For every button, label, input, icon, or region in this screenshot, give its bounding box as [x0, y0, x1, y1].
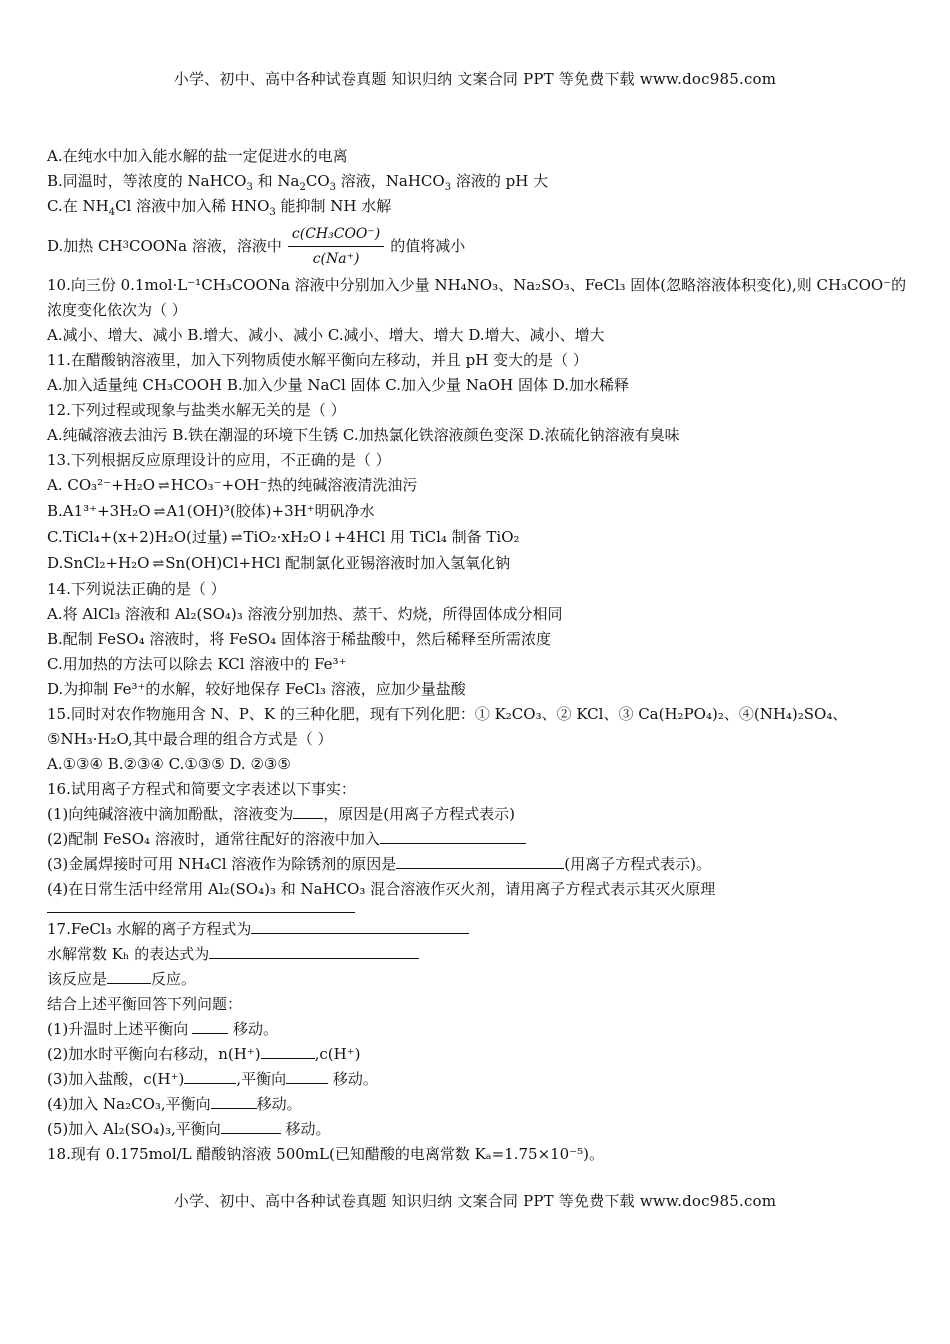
equilibrium-arrow-icon: ⇌ — [230, 530, 241, 546]
page-footer: 小学、初中、高中各种试卷真题 知识归纳 文案合同 PPT 等免费下载 www.doc985.com — [173, 1192, 777, 1210]
q13-option-a: A. CO₃²⁻+H₂O ⇌ HCO₃⁻+OH⁻热的纯碱溶液清洗油污 — [47, 473, 907, 499]
q14-option-d: D.为抑制 Fe³⁺的水解，较好地保存 FeCl₃ 溶液，应加少量盐酸 — [47, 680, 466, 698]
q17-stem: 17.FeCl₃ 水解的离子方程式为 — [47, 917, 907, 942]
equilibrium-arrow-icon: ⇌ — [158, 478, 168, 494]
q16-stem: 16.试用离子方程式和简要文字表述以下事实： — [47, 780, 356, 798]
q16-part4: (4)在日常生活中经常用 Al₂(SO₄)₃ 和 NaHCO₃ 混合溶液作灭火剂，请用离子方程式表示其灭火原理 — [47, 880, 716, 898]
q13-stem: 13.下列根据反应原理设计的应用，不正确的是（ ） — [47, 451, 391, 469]
q14-option-c: C.用加热的方法可以除去 KCl 溶液中的 Fe³⁺ — [47, 655, 347, 673]
q13-option-c: C.TiCl₄+(x+2)H₂O(过量) ⇌ TiO₂·xH₂O↓+4HCl 用 TiCl₄ 制备 TiO₂ — [47, 525, 907, 551]
answer-blank[interactable] — [380, 827, 526, 844]
q12-stem: 12.下列过程或现象与盐类水解无关的是（ ） — [47, 401, 346, 419]
q14-stem: 14.下列说法正确的是（ ） — [47, 580, 226, 598]
answer-blank[interactable] — [209, 942, 419, 959]
equilibrium-arrow-icon: ⇌ — [153, 504, 164, 520]
answer-blank[interactable] — [107, 967, 151, 984]
q9-option-d: D.加热 CH 3 COONa 溶液，溶液中 $\frac{\text{c(CH₃COO⁻)}}{c(Na^+)}$ 的值将减小 — [47, 225, 466, 267]
q17-part4: (4)加入 Na₂CO₃,平衡向 移动。 — [47, 1092, 907, 1117]
q16-part1: (1)向纯碱溶液中滴加酚酞，溶液变为 ，原因是(用离子方程式表示) — [47, 802, 907, 827]
q9-option-c: C.在 $NH_4Cl$ 溶液中加入稀 $HNO_3$ 能抑制 NH 水解 — [47, 197, 392, 218]
concentration-fraction — [288, 224, 384, 269]
page-header: 小学、初中、高中各种试卷真题 知识归纳 文案合同 PPT 等免费下载 www.doc985.com — [173, 70, 777, 88]
q11-options: A.加入适量纯 CH₃COOH B.加入少量 NaCl 固体 C.加入少量 NaOH 固体 D.加水稀释 — [47, 376, 630, 394]
q14-option-a: A.将 AlCl₃ 溶液和 Al₂(SO₄)₃ 溶液分别加热、蒸干、灼烧，所得固体成分相同 — [47, 605, 563, 623]
q9-option-a: A.在纯水中加入能水解的盐一定促进水的电离 — [47, 147, 348, 165]
q15-stem-line1: 15.同时对农作物施用含 N、P、K 的三种化肥，现有下列化肥：① K₂CO₃、② KCl、③ Ca(H₂PO₄)₂、④(NH₄)₂SO₄、 — [47, 705, 848, 723]
q13-option-d: D.SnCl₂+H₂O ⇌ Sn(OH)Cl+HCl 配制氯化亚锡溶液时加入氢氧化钠 — [47, 551, 907, 577]
answer-blank[interactable] — [293, 802, 323, 819]
q13-option-b: B.A1³⁺+3H₂O ⇌ A1(OH)³(胶体)+3H⁺明矾净水 — [47, 499, 907, 525]
q16-part3: (3)金属焊接时可用 NH₄Cl 溶液作为除锈剂的原因是 (用离子方程式表示)。 — [47, 852, 907, 877]
q10-options: A.减小、增大、减小 B.增大、减小、减小 C.减小、增大、增大 D.增大、减小、增大 — [47, 326, 605, 344]
answer-blank[interactable] — [211, 1092, 257, 1109]
q14-option-b: B.配制 FeSO₄ 溶液时，将 FeSO₄ 固体溶于稀盐酸中，然后稀释至所需浓度 — [47, 630, 551, 648]
answer-blank[interactable] — [251, 917, 469, 934]
q17-part2: (2)加水时平衡向右移动，n(H⁺) ,c(H⁺) — [47, 1042, 907, 1067]
q11-stem: 11.在醋酸钠溶液里，加入下列物质使水解平衡向左移动，并且 pH 变大的是（ ） — [47, 351, 588, 369]
answer-blank[interactable] — [286, 1067, 328, 1084]
q17-part5: (5)加入 Al₂(SO₄)₃,平衡向 移动。 — [47, 1117, 907, 1142]
fraction-numerator: c(CH₃COO⁻) — [288, 224, 384, 247]
q12-options: A.纯碱溶液去油污 B.铁在潮湿的环境下生锈 C.加热氯化铁溶液颜色变深 D.浓硫化钠溶液有臭味 — [47, 426, 680, 444]
q10-stem-line1: 10.向三份 0.1mol·L⁻¹CH₃COONa 溶液中分别加入少量 NH₄NO₃、Na₂SO₃、FeCl₃ 固体(忽略溶液体积变化),则 CH₃COO⁻的 — [47, 276, 907, 294]
q9-option-b: B.同温时，等浓度的 NaHCO$_3$ 和 $Na_2CO_3$ 溶液，NaHCO$_3$ 溶液的 pH 大 — [47, 172, 549, 193]
answer-blank[interactable] — [221, 1117, 281, 1134]
answer-blank[interactable] — [396, 852, 564, 869]
equilibrium-arrow-icon: ⇌ — [152, 556, 163, 572]
q17-reaction-type: 该反应是 反应。 — [47, 967, 907, 992]
answer-blank[interactable] — [192, 1017, 228, 1034]
q16-part2: (2)配制 FeSO₄ 溶液时，通常往配好的溶液中加入 — [47, 827, 907, 852]
q17-part1: (1)升温时上述平衡向 移动。 — [47, 1017, 907, 1042]
q15-stem-line2: ⑤NH₃·H₂O,其中最合理的组合方式是（ ） — [47, 730, 333, 748]
q15-options: A.①③④ B.②③④ C.①③⑤ D. ②③⑤ — [47, 755, 291, 773]
answer-blank[interactable] — [47, 902, 355, 913]
q17-kh: 水解常数 Kₕ 的表达式为 — [47, 942, 907, 967]
q17-intro: 结合上述平衡回答下列问题： — [47, 995, 243, 1013]
q17-part3: (3)加入盐酸，c(H⁺) ,平衡向 移动。 — [47, 1067, 907, 1092]
q10-stem-line2: 浓度变化依次为（ ） — [47, 301, 187, 319]
answer-blank[interactable] — [184, 1067, 236, 1084]
document-body — [47, 144, 907, 1167]
q18-stem: 18.现有 0.175mol/L 醋酸钠溶液 500mL(已知醋酸的电离常数 Kₐ=1.75×10⁻⁵)。 — [47, 1145, 605, 1163]
fraction-denominator: c(Na⁺) — [312, 250, 360, 267]
answer-blank[interactable] — [261, 1042, 315, 1059]
